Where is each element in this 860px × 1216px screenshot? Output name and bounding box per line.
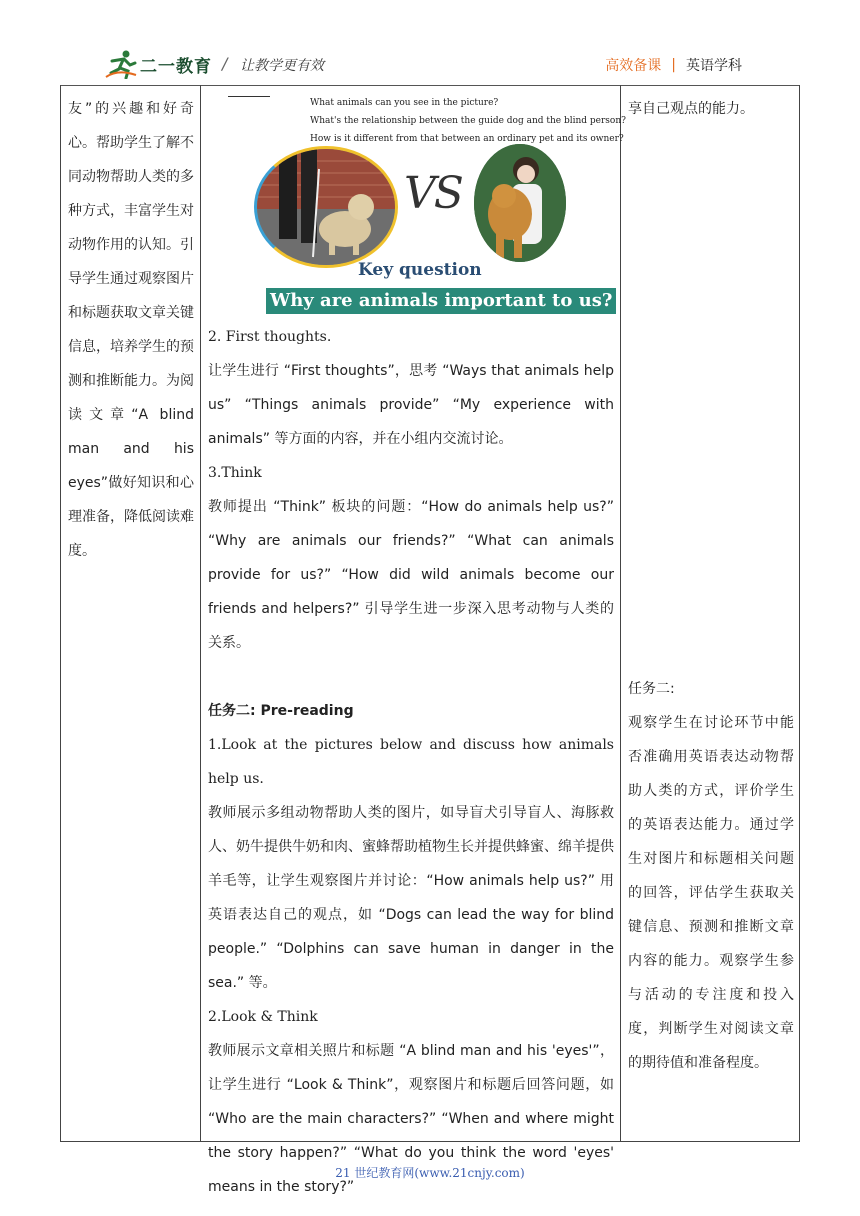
assessment-top-text: 享自己观点的能力。 xyxy=(628,101,754,117)
header-label-prep: 高效备课 xyxy=(605,58,662,74)
vs-label: VS xyxy=(404,168,462,219)
design-intent-text: 友”的兴趣和好奇心。帮助学生了解不同动物帮助人类的多种方式，丰富学生对动物作用的认知。引导学生通过观察图片和标题获取文章关键信息，培养学生的预测和推断能力。为阅读文章“A blind man and his eyes”做好知识和心理准备，降低阅读难度。 xyxy=(68,101,194,559)
short-rule xyxy=(228,96,270,97)
first-thoughts-body: 让学生进行 “First thoughts”，思考 “Ways that animals help us” “Things animals provide” “My experience with animals” 等方面的内容，并在小组内交流讨论。 xyxy=(208,363,614,447)
header-label-subject: 英语学科 xyxy=(686,58,742,74)
think-title: 3.Think xyxy=(208,465,262,481)
look-discuss-body: 教师展示多组动物帮助人类的图片，如导盲犬引导盲人、海豚救人、奶牛提供牛奶和肉、蜜蜂帮助植物生长并提供蜂蜜、绵羊提供羊毛等，让学生观察图片并讨论：“How animals help us?” 用英语表达自己的观点，如 “Dogs can lead the way for blind people.” “Dolphins can save human in danger in the sea.” 等。 xyxy=(208,805,614,991)
header-labels xyxy=(605,55,742,75)
column-divider-1 xyxy=(200,85,201,1142)
activity-text xyxy=(208,320,614,1204)
slogan-divider: / xyxy=(222,54,228,73)
slide-question-3: How is it different from that between an ordinary pet and its owner? xyxy=(310,134,624,144)
assessment-task2-label: 任务二: xyxy=(628,681,675,697)
slogan: 让教学更有效 xyxy=(240,58,324,74)
page-footer: 21 世纪教育网(www.21cnjy.com) xyxy=(335,1166,525,1180)
look-think-body: 教师展示文章相关照片和标题 “A blind man and his 'eyes'”，让学生进行 “Look & Think”，观察图片和标题后回答问题，如 “Who are the main characters?” “When and where might the story happen?” “What do you think the word 'eyes' means in the story?” xyxy=(208,1043,614,1195)
activity-column xyxy=(208,92,626,1204)
lesson-slide-image xyxy=(228,92,626,320)
task2-heading: 任务二: Pre-reading xyxy=(208,703,354,719)
first-thoughts-title: 2. First thoughts. xyxy=(208,329,332,345)
design-intent-column xyxy=(68,92,194,568)
spacer xyxy=(208,660,614,694)
column-divider-2 xyxy=(620,85,621,1142)
look-think-title: 2.Look & Think xyxy=(208,1009,318,1025)
think-body: 教师提出 “Think” 板块的问题：“How do animals help us?” “Why are animals our friends?” “What can animals provide for us?” “How did wild animals become our friends and helpers?” 引导学生进一步深入思考动物与人类的关系。 xyxy=(208,499,614,651)
guide-dog-photo xyxy=(254,146,398,268)
key-question-banner: Why are animals important to us? xyxy=(266,288,616,314)
logo xyxy=(104,48,212,80)
assessment-task2 xyxy=(628,672,794,1080)
assessment-task2-text: 观察学生在讨论环节中能否准确用英语表达动物帮助人类的方式，评价学生的英语表达能力。通过学生对图片和标题相关问题的回答，评估学生获取关键信息、预测和推断文章内容的能力。观察学生参与活动的专注度和投入度，判断学生对阅读文章的期待值和准备程度。 xyxy=(628,715,794,1071)
runner-logo-icon xyxy=(104,49,138,79)
look-discuss-title: 1.Look at the pictures below and discuss how animals help us. xyxy=(208,737,614,787)
assessment-column xyxy=(628,92,794,126)
header-separator: | xyxy=(671,57,676,73)
key-question-title: Key question xyxy=(358,260,482,280)
page-header xyxy=(0,0,860,86)
pet-dog-photo xyxy=(474,144,566,262)
slide-question-2: What's the relationship between the guide dog and the blind person? xyxy=(310,116,626,126)
logo-text: 二一教育 xyxy=(140,56,212,77)
slide-question-1: What animals can you see in the picture? xyxy=(310,98,499,108)
